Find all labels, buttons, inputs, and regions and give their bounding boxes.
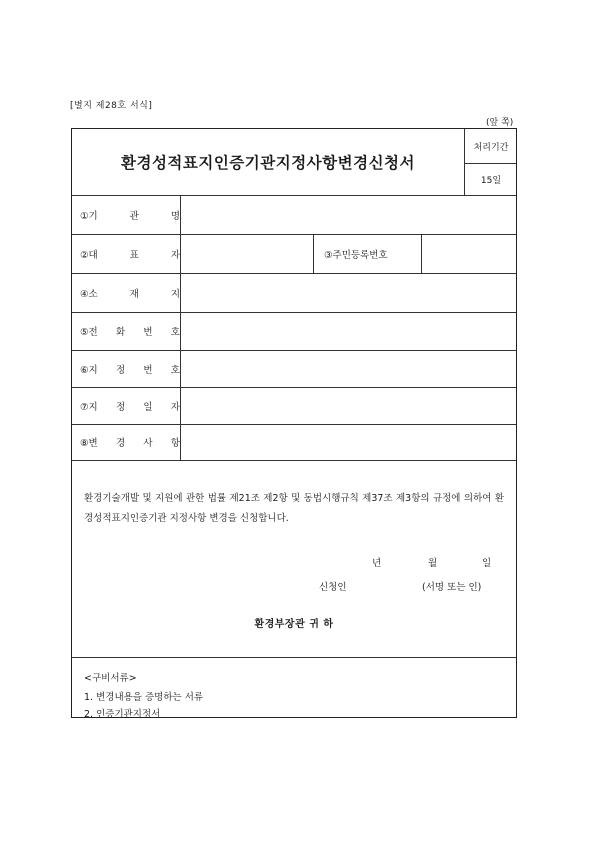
date-year: 년 (372, 558, 382, 569)
addressee: 환경부장관 귀 하 (254, 619, 334, 630)
attachments-title: <구비서류> (84, 673, 137, 684)
applicant-label: 신청인 (319, 582, 347, 593)
divider (72, 350, 516, 351)
date-month: 월 (428, 558, 438, 569)
divider (313, 234, 314, 273)
divider (421, 234, 422, 273)
divider (72, 657, 516, 658)
field-label-designation-number: ⑥지 정 번 호 (80, 365, 180, 376)
attachment-item: 2. 인증기관지정서 (84, 709, 161, 720)
field-label-institution-name: ①기 관 명 (80, 211, 180, 222)
date-day: 일 (482, 558, 492, 569)
processing-period-label: 처리기간 (473, 142, 509, 153)
divider (72, 195, 516, 196)
divider (72, 460, 516, 461)
divider (72, 387, 516, 388)
field-label-address: ④소 재 지 (80, 289, 180, 300)
divider (72, 234, 516, 235)
attachment-item: 1. 변경내용을 증명하는 서류 (84, 692, 204, 703)
application-form (71, 128, 517, 718)
page-side-label: (앞 쪽) (486, 118, 514, 128)
form-title: 환경성적표지인증기관지정사항변경신청서 (121, 154, 415, 172)
signature-label: (서명 또는 인) (422, 582, 482, 593)
divider (180, 195, 181, 460)
field-label-resident-number: ③주민등록번호 (324, 250, 388, 261)
processing-period-value: 15일 (480, 175, 502, 186)
form-number: [별지 제28호 서식] (70, 101, 153, 111)
divider (72, 273, 516, 274)
field-label-representative: ②대 표 자 (80, 250, 180, 261)
divider (72, 312, 516, 313)
field-label-phone: ⑤전 화 번 호 (80, 327, 180, 338)
application-statement: 환경기술개발 및 지원에 관한 법률 제21조 제2항 및 동법시행규칙 제37조 제3항의 규정에 의하여 환경성적표지인증기관 지정사항 변경을 신청합니다. (84, 493, 504, 524)
field-label-changes: ⑧변 경 사 항 (80, 438, 180, 449)
field-label-designation-date: ⑦지 정 일 자 (80, 402, 180, 413)
divider (72, 424, 516, 425)
